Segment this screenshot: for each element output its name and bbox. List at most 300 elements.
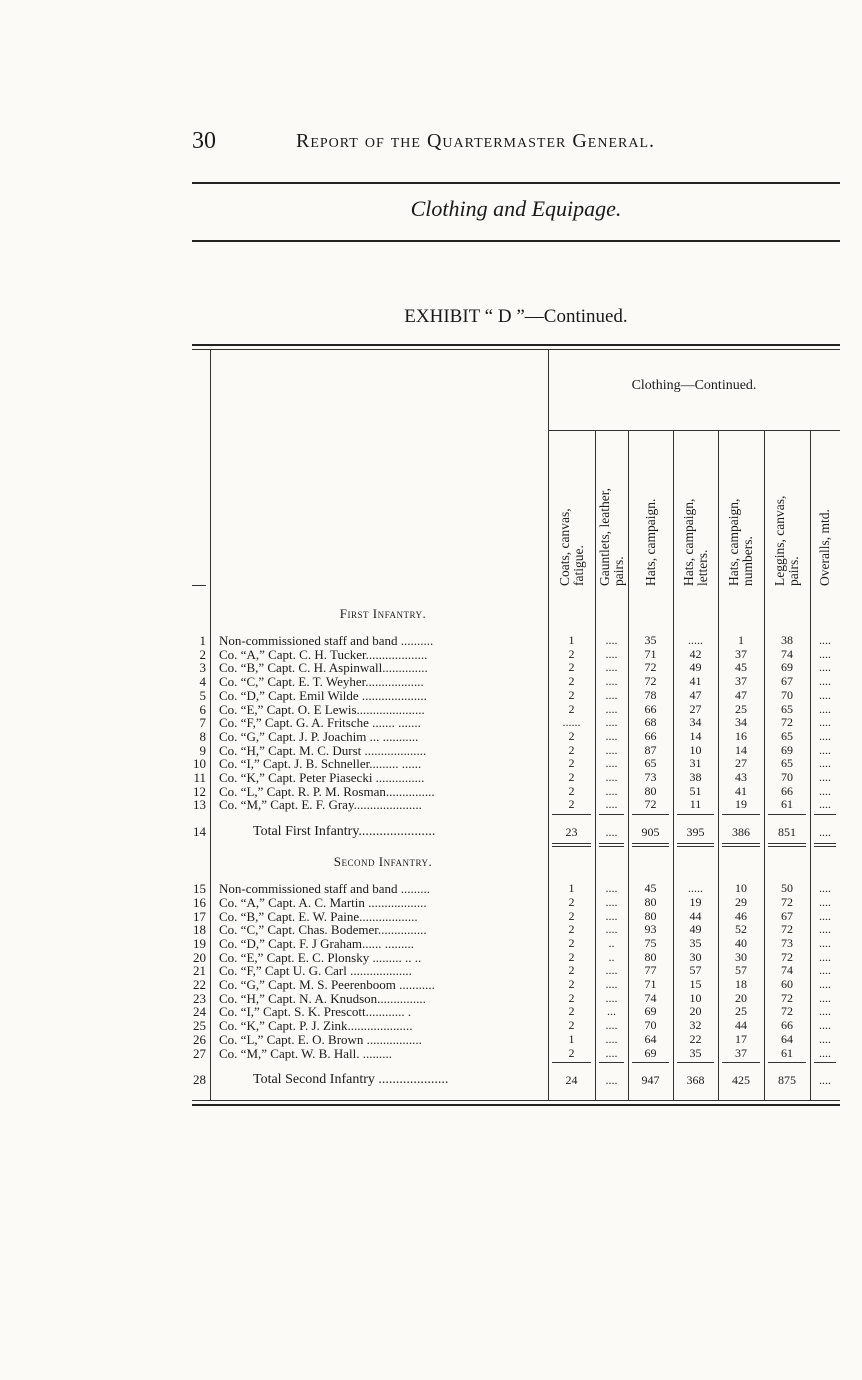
table-cell: 2 — [568, 977, 575, 991]
table-cell: .... — [819, 674, 831, 689]
table-cell: 25 — [735, 701, 747, 716]
total-rule — [814, 814, 836, 815]
table-cell: .... — [605, 894, 618, 909]
table-cell: .. — [608, 935, 615, 950]
table-cell: 2 — [568, 990, 575, 1005]
row-number: 27 — [193, 1045, 206, 1061]
table-cell: 69 — [644, 1045, 657, 1060]
table-cell: 72 — [781, 990, 793, 1005]
table-cell: 25 — [735, 1004, 747, 1019]
table-cell: 73 — [644, 770, 657, 784]
total-cell: 947 — [641, 1073, 660, 1088]
table-cell: 72 — [781, 894, 793, 909]
table-cell: 64 — [644, 1031, 657, 1046]
row-label: Co. “A,” Capt. A. C. Martin .................. — [219, 894, 427, 910]
row-label: Co. “F,” Capt. G. A. Fritsche ....... ....... — [219, 715, 421, 731]
section-heading: First Infantry. — [339, 606, 427, 621]
total-cell: 905 — [641, 825, 660, 840]
table-cell: 69 — [644, 1004, 657, 1019]
table-cell: 78 — [644, 687, 657, 702]
total-cell: 851 — [778, 825, 796, 840]
table-cell: 34 — [735, 715, 747, 730]
header-rule-bottom — [192, 240, 840, 242]
row-label: Co. “B,” Capt. E. W. Paine.................. — [219, 908, 418, 924]
table-cell: 2 — [568, 963, 575, 978]
table-cell: .... — [819, 770, 831, 784]
column-header-7 — [810, 438, 840, 586]
column-header-label: Hats, campaign, letters. — [680, 498, 710, 586]
table-cell: 69 — [781, 660, 793, 675]
table-cell: 15 — [689, 977, 702, 991]
table-cell: 2 — [568, 797, 575, 812]
table-cell: 77 — [644, 963, 657, 978]
table-cell: 60 — [781, 977, 793, 991]
table-cell: 18 — [735, 977, 747, 991]
row-label: Co. “A,” Capt. C. H. Tucker................... — [219, 646, 428, 662]
row-label: Non-commissioned staff and band ......... — [219, 881, 430, 897]
table-cell: 10 — [689, 990, 702, 1005]
total-cell: 368 — [686, 1073, 705, 1088]
total-rule — [722, 814, 760, 815]
total-rule — [814, 1062, 836, 1063]
table-cell: 72 — [644, 660, 657, 675]
table-cell: .... — [605, 674, 618, 689]
table-cell: 72 — [644, 674, 657, 689]
table-cell: 80 — [644, 894, 657, 909]
table-cell: 57 — [735, 963, 747, 978]
row-number: 6 — [199, 701, 206, 717]
row-label: Co. “E,” Capt. E. C. Plonsky ......... .. .. — [219, 949, 422, 965]
table-cell: .... — [819, 742, 831, 757]
table-cell: .... — [605, 701, 618, 716]
table-cell: 71 — [644, 646, 657, 661]
table-cell: 44 — [735, 1018, 747, 1033]
table-cell: 47 — [735, 687, 747, 702]
table-cell: 40 — [735, 935, 747, 950]
table-cell: 2 — [568, 949, 575, 964]
table-cell: 65 — [781, 728, 793, 743]
total-double-rule — [768, 846, 806, 847]
table-cell: 16 — [735, 728, 747, 743]
table-cell: 29 — [735, 894, 747, 909]
row-label: Co. “D,” Capt. F. J Graham...... ......... — [219, 935, 415, 951]
total-double-rule — [599, 843, 624, 844]
table-cell: 2 — [568, 742, 575, 757]
table-cell: .... — [819, 963, 831, 978]
table-cell: 72 — [644, 797, 657, 812]
table-cell: .... — [605, 770, 618, 784]
table-cell: 71 — [644, 977, 657, 991]
table-cell: 49 — [689, 922, 702, 937]
total-double-rule — [552, 846, 591, 847]
table-cell: 72 — [781, 949, 793, 964]
table-cell: 72 — [781, 922, 793, 937]
column-header-label: Gauntlets, leather, pairs. — [596, 487, 626, 586]
column-header-4 — [673, 438, 718, 586]
table-cell: 80 — [644, 908, 657, 923]
table-cell: .... — [605, 977, 618, 991]
table-cell: .... — [605, 1018, 618, 1033]
table-cell: 2 — [568, 894, 575, 909]
row-number: 15 — [193, 881, 206, 897]
group-header: Clothing—Continued. — [631, 378, 757, 393]
row-label: Co. “G,” Capt. M. S. Peerenboom ........... — [219, 977, 435, 992]
total-double-rule — [677, 843, 714, 844]
row-label: Co. “M,” Capt. W. B. Hall. ......... — [219, 1045, 392, 1061]
table-cell: ...... — [562, 715, 581, 730]
table-cell: 19 — [689, 894, 702, 909]
row-number: 13 — [193, 797, 206, 813]
table-cell: 2 — [568, 701, 575, 716]
exhibit-title: EXHIBIT “ D ”—Continued. — [404, 306, 628, 327]
table-cell: 20 — [689, 1004, 702, 1019]
table-cell: 45 — [644, 881, 657, 896]
total-rule — [632, 814, 669, 815]
table-cell: 2 — [568, 1018, 575, 1033]
table-bottom-rule-inner — [192, 1100, 840, 1101]
table-cell: 66 — [644, 701, 657, 716]
group-header-rule — [548, 430, 840, 431]
table-cell: .... — [819, 935, 831, 950]
total-label: Total Second Infantry .................... — [253, 1072, 449, 1088]
table-cell: ..... — [688, 633, 703, 647]
column-header-label: Hats, campaign. — [642, 498, 658, 586]
table-cell: 49 — [689, 660, 702, 675]
table-cell: .... — [819, 1045, 831, 1060]
row-label: Co. “C,” Capt. E. T. Weyher.................. — [219, 674, 424, 690]
table-cell: .... — [819, 1031, 831, 1046]
table-cell: .... — [819, 949, 831, 964]
table-cell: .... — [819, 783, 831, 798]
table-cell: .... — [819, 728, 831, 743]
table-cell: 2 — [568, 770, 575, 784]
row-label: Co. “D,” Capt. Emil Wilde .................... — [219, 687, 427, 703]
total-cell: .... — [605, 825, 618, 840]
row-label: Co. “L,” Capt. R. P. M. Rosman............... — [219, 783, 435, 799]
column-header-label: Coats, canvas, fatigue. — [556, 508, 586, 586]
table-cell: 31 — [689, 756, 702, 771]
table-top-rule-inner — [192, 349, 840, 350]
stub-rule — [192, 585, 206, 586]
table-cell: 70 — [644, 1018, 657, 1033]
row-label: Co. “K,” Capt. Peter Piasecki ............... — [219, 770, 425, 785]
row-label: Co. “H,” Capt. M. C. Durst ................... — [219, 742, 427, 758]
table-cell: 30 — [735, 949, 747, 964]
table-cell: 2 — [568, 756, 575, 771]
row-label: Co. “I,” Capt. J. B. Schneller......... ...... — [219, 756, 422, 772]
row-number: 22 — [193, 977, 206, 992]
row-number: 16 — [193, 894, 206, 910]
table-cell: 41 — [689, 674, 702, 689]
table-cell: 42 — [689, 646, 702, 661]
table-cell: 66 — [781, 1018, 793, 1033]
table-cell: 66 — [781, 783, 793, 798]
table-cell: 65 — [781, 756, 793, 771]
table-cell: .... — [605, 660, 618, 675]
row-number: 20 — [193, 949, 206, 965]
table-cell: .... — [819, 977, 831, 991]
table-cell: 2 — [568, 687, 575, 702]
table-cell: 10 — [689, 742, 702, 757]
column-header-5 — [718, 438, 764, 586]
table-cell: .... — [605, 783, 618, 798]
table-cell: 38 — [689, 770, 702, 784]
table-cell: 2 — [568, 935, 575, 950]
table-cell: .... — [605, 646, 618, 661]
table-cell: 20 — [735, 990, 747, 1005]
table-cell: 67 — [781, 674, 793, 689]
table-cell: .... — [819, 715, 831, 730]
row-number: 11 — [193, 770, 206, 785]
table-cell: 69 — [781, 742, 793, 757]
row-label: Co. “M,” Capt. E. F. Gray..................... — [219, 797, 422, 813]
table-cell: 64 — [781, 1031, 793, 1046]
total-cell: 395 — [686, 825, 705, 840]
table-cell: .... — [605, 1031, 618, 1046]
total-rule — [768, 1062, 806, 1063]
table-cell: 73 — [781, 935, 793, 950]
table-cell: 35 — [689, 1045, 702, 1060]
column-header-label: Overalls, mtd. — [817, 509, 832, 586]
table-cell: 37 — [735, 674, 747, 689]
column-header-label: Hats, campaign, numbers. — [726, 498, 755, 586]
table-cell: 74 — [644, 990, 657, 1005]
page-number: 30 — [192, 128, 216, 154]
table-cell: 2 — [568, 674, 575, 689]
table-top-rule — [192, 344, 840, 346]
row-label: Co. “G,” Capt. J. P. Joachim ... ........... — [219, 728, 419, 744]
row-number: 23 — [193, 990, 206, 1006]
column-header-2 — [595, 438, 628, 586]
row-label: Co. “L,” Capt. E. O. Brown ................. — [219, 1031, 422, 1047]
table-cell: 67 — [781, 908, 793, 923]
table-cell: 87 — [644, 742, 657, 757]
table-cell: 2 — [568, 1004, 575, 1019]
total-cell: 23 — [565, 825, 578, 840]
row-number: 24 — [193, 1004, 206, 1020]
table-cell: 17 — [735, 1031, 747, 1046]
total-double-rule — [552, 843, 591, 844]
table-cell: 72 — [781, 715, 793, 730]
table-cell: 70 — [781, 770, 793, 784]
row-number: 21 — [193, 963, 206, 979]
row-number: 28 — [193, 1072, 206, 1088]
total-double-rule — [632, 843, 669, 844]
table-cell: 32 — [689, 1018, 702, 1033]
table-cell: .... — [605, 922, 618, 937]
row-label: Co. “E,” Capt. O. E Lewis..................... — [219, 701, 425, 717]
table-bottom-rule — [192, 1104, 840, 1106]
total-rule — [722, 1062, 760, 1063]
table-cell: 66 — [644, 728, 657, 743]
total-rule — [768, 814, 806, 815]
table-cell: .... — [605, 633, 618, 647]
table-cell: 10 — [735, 881, 747, 896]
row-number: 19 — [193, 935, 206, 951]
table-cell: 2 — [568, 660, 575, 675]
total-double-rule — [814, 843, 836, 844]
label-column-border — [210, 350, 211, 1100]
table-cell: 2 — [568, 1045, 575, 1060]
table-cell: 1 — [568, 1031, 575, 1046]
row-number: 10 — [193, 756, 206, 772]
table-cell: 57 — [689, 963, 702, 978]
row-number: 26 — [193, 1031, 206, 1047]
table-cell: .... — [819, 908, 831, 923]
total-rule — [599, 1062, 624, 1063]
table-cell: .... — [605, 715, 618, 730]
table-cell: .... — [605, 728, 618, 743]
total-double-rule — [722, 843, 760, 844]
table-cell: 74 — [781, 646, 793, 661]
table-cell: 80 — [644, 783, 657, 798]
row-number: 18 — [193, 922, 206, 938]
table-cell: 27 — [689, 701, 702, 716]
table-cell: 44 — [689, 908, 702, 923]
table-cell: 34 — [689, 715, 702, 730]
total-rule — [677, 814, 714, 815]
total-rule — [552, 814, 591, 815]
table-cell: 51 — [689, 783, 702, 798]
table-cell: 30 — [689, 949, 702, 964]
table-cell: .... — [819, 922, 831, 937]
table-cell: 93 — [644, 922, 657, 937]
row-label: Co. “F,” Capt U. G. Carl ................... — [219, 963, 412, 979]
total-double-rule — [814, 846, 836, 847]
table-cell: .... — [605, 756, 618, 771]
table-cell: ... — [607, 1004, 616, 1019]
running-header: Report of the Quartermaster General. — [296, 130, 655, 152]
total-double-rule — [599, 846, 624, 847]
total-cell: .... — [605, 1073, 618, 1088]
table-cell: 61 — [781, 1045, 793, 1060]
total-cell: 24 — [565, 1073, 578, 1088]
row-number: 2 — [199, 646, 206, 662]
table-cell: 2 — [568, 783, 575, 798]
table-cell: .... — [819, 797, 831, 812]
table-cell: .... — [605, 963, 618, 978]
total-cell: 425 — [732, 1073, 750, 1088]
table-cell: .... — [819, 687, 831, 702]
table-cell: .... — [819, 756, 831, 771]
table-cell: 35 — [644, 633, 657, 647]
table-cell: 72 — [781, 1004, 793, 1019]
table-cell: .... — [605, 881, 618, 896]
row-number: 5 — [199, 687, 206, 703]
table-cell: 19 — [735, 797, 747, 812]
table-cell: .... — [819, 660, 831, 675]
table-cell: 38 — [781, 633, 793, 647]
total-rule — [599, 814, 624, 815]
section-heading: Second Infantry. — [333, 854, 433, 870]
table-cell: 45 — [735, 660, 747, 675]
table-cell: 52 — [735, 922, 747, 937]
row-number: 4 — [199, 674, 206, 690]
table-cell: .... — [819, 894, 831, 909]
table-cell: 11 — [689, 797, 702, 812]
total-double-rule — [632, 846, 669, 847]
row-number: 7 — [199, 715, 206, 731]
table-cell: 80 — [644, 949, 657, 964]
column-header-3 — [628, 438, 673, 586]
table-cell: 14 — [689, 728, 702, 743]
table-cell: 74 — [781, 963, 793, 978]
total-double-rule — [722, 846, 760, 847]
table-cell: 14 — [735, 742, 747, 757]
table-cell: 50 — [781, 881, 793, 896]
row-number: 3 — [199, 660, 206, 676]
row-number: 17 — [193, 908, 206, 924]
total-cell: 875 — [778, 1073, 796, 1088]
table-cell: 2 — [568, 728, 575, 743]
table-cell: 65 — [644, 756, 657, 771]
table-cell: 35 — [689, 935, 702, 950]
total-rule — [632, 1062, 669, 1063]
row-label: Co. “K,” Capt. P. J. Zink.................... — [219, 1018, 413, 1034]
row-number: 12 — [193, 783, 206, 799]
table-cell: 37 — [735, 1045, 747, 1060]
total-cell: .... — [819, 1073, 831, 1088]
table-cell: 22 — [689, 1031, 702, 1046]
table-cell: 41 — [735, 783, 747, 798]
table-cell: 27 — [735, 756, 747, 771]
table-cell: .... — [819, 633, 831, 647]
table-cell: 2 — [568, 922, 575, 937]
table-cell: .... — [605, 1045, 618, 1060]
row-label: Co. “B,” Capt. C. H. Aspinwall.............. — [219, 660, 428, 676]
table-cell: .... — [605, 908, 618, 923]
table-cell: 70 — [781, 687, 793, 702]
total-rule — [677, 1062, 714, 1063]
table-cell: 43 — [735, 770, 747, 784]
section-subtitle: Clothing and Equipage. — [410, 196, 622, 221]
table-cell: 61 — [781, 797, 793, 812]
table-cell: 1 — [738, 633, 744, 647]
column-header-label: Leggins, canvas, pairs. — [772, 495, 801, 586]
row-number: 1 — [199, 633, 206, 648]
table-cell: 2 — [568, 646, 575, 661]
column-header-6 — [764, 438, 810, 586]
row-number: 14 — [193, 824, 206, 840]
table-cell: 2 — [568, 908, 575, 923]
table-cell: .... — [605, 797, 618, 812]
table-cell: .... — [605, 990, 618, 1005]
row-label: Co. “C,” Capt. Chas. Bodemer............... — [219, 922, 427, 938]
total-label: Total First Infantry...................... — [253, 824, 436, 840]
row-label: Co. “H,” Capt. N. A. Knudson............... — [219, 990, 426, 1006]
table-cell: 65 — [781, 701, 793, 716]
row-number: 25 — [193, 1018, 206, 1034]
total-double-rule — [768, 843, 806, 844]
total-double-rule — [677, 846, 714, 847]
header-rule-top — [192, 182, 840, 184]
row-number: 8 — [199, 728, 206, 744]
table-cell: .... — [819, 646, 831, 661]
table-cell: .... — [819, 1004, 831, 1019]
table-cell: 75 — [644, 935, 657, 950]
table-cell: .. — [608, 949, 615, 964]
total-cell: 386 — [732, 825, 750, 840]
total-rule — [552, 1062, 591, 1063]
table-cell: ..... — [688, 881, 703, 896]
table-cell: .... — [819, 881, 831, 896]
row-label: Non-commissioned staff and band .......... — [219, 633, 434, 648]
table-cell: 37 — [735, 646, 747, 661]
table-cell: .... — [605, 687, 618, 702]
table-cell: 47 — [689, 687, 702, 702]
table-cell: .... — [605, 742, 618, 757]
row-label: Co. “I,” Capt. S. K. Prescott............ . — [219, 1004, 412, 1020]
